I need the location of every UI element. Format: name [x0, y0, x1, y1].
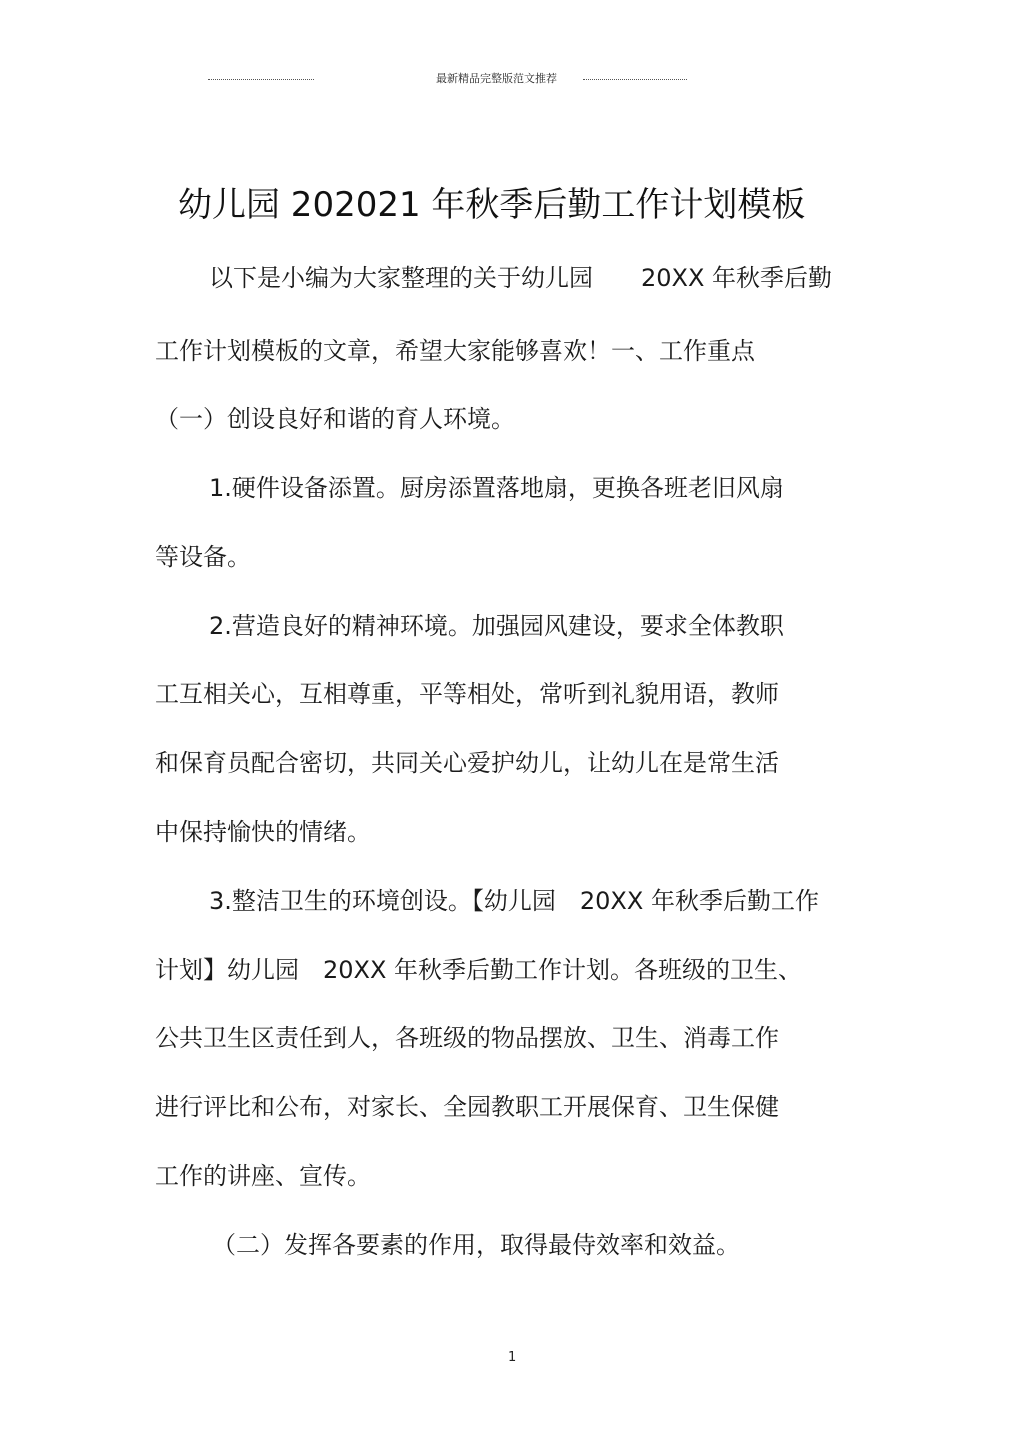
body-line-10: 3.整洁卫生的环境创设。【幼儿园 20XX 年秋季后勤工作 — [209, 887, 819, 915]
document-title: 幼儿园 202021 年秋季后勤工作计划模板 — [178, 185, 806, 225]
body-line-15: （二）发挥各要素的作用，取得最侍效率和效益。 — [212, 1231, 740, 1259]
body-line-13: 进行评比和公布，对家长、全园教职工开展保育、卫生保健 — [155, 1093, 779, 1121]
body-line-8: 和保育员配合密切，共同关心爱护幼儿，让幼儿在是常生活 — [155, 749, 779, 777]
body-line-4: 1.硬件设备添置。厨房添置落地扇，更换各班老旧风扇 — [209, 474, 784, 502]
body-line-5: 等设备。 — [155, 543, 251, 571]
body-line-12: 公共卫生区责任到人，各班级的物品摆放、卫生、消毒工作 — [155, 1024, 779, 1052]
body-line-11: 计划】幼儿园 20XX 年秋季后勤工作计划。各班级的卫生、 — [155, 956, 803, 984]
body-line-14: 工作的讲座、宣传。 — [155, 1162, 371, 1190]
body-line-9: 中保持愉快的情绪。 — [155, 818, 371, 846]
body-line-3: （一）创设良好和谐的育人环境。 — [155, 405, 515, 433]
header-divider-right — [583, 79, 687, 80]
body-line-6: 2.营造良好的精神环境。加强园风建设，要求全体教职 — [209, 612, 784, 640]
header-divider-left — [208, 79, 314, 80]
body-line-7: 工互相关心，互相尊重，平等相处，常听到礼貌用语，教师 — [155, 680, 779, 708]
body-line-1: 以下是小编为大家整理的关于幼儿园 20XX 年秋季后勤 — [209, 264, 833, 292]
page-number: 1 — [508, 1350, 517, 1365]
body-line-2: 工作计划模板的文章，希望大家能够喜欢！一、工作重点 — [155, 337, 755, 365]
header-text: 最新精品完整版范文推荐 — [436, 72, 557, 85]
